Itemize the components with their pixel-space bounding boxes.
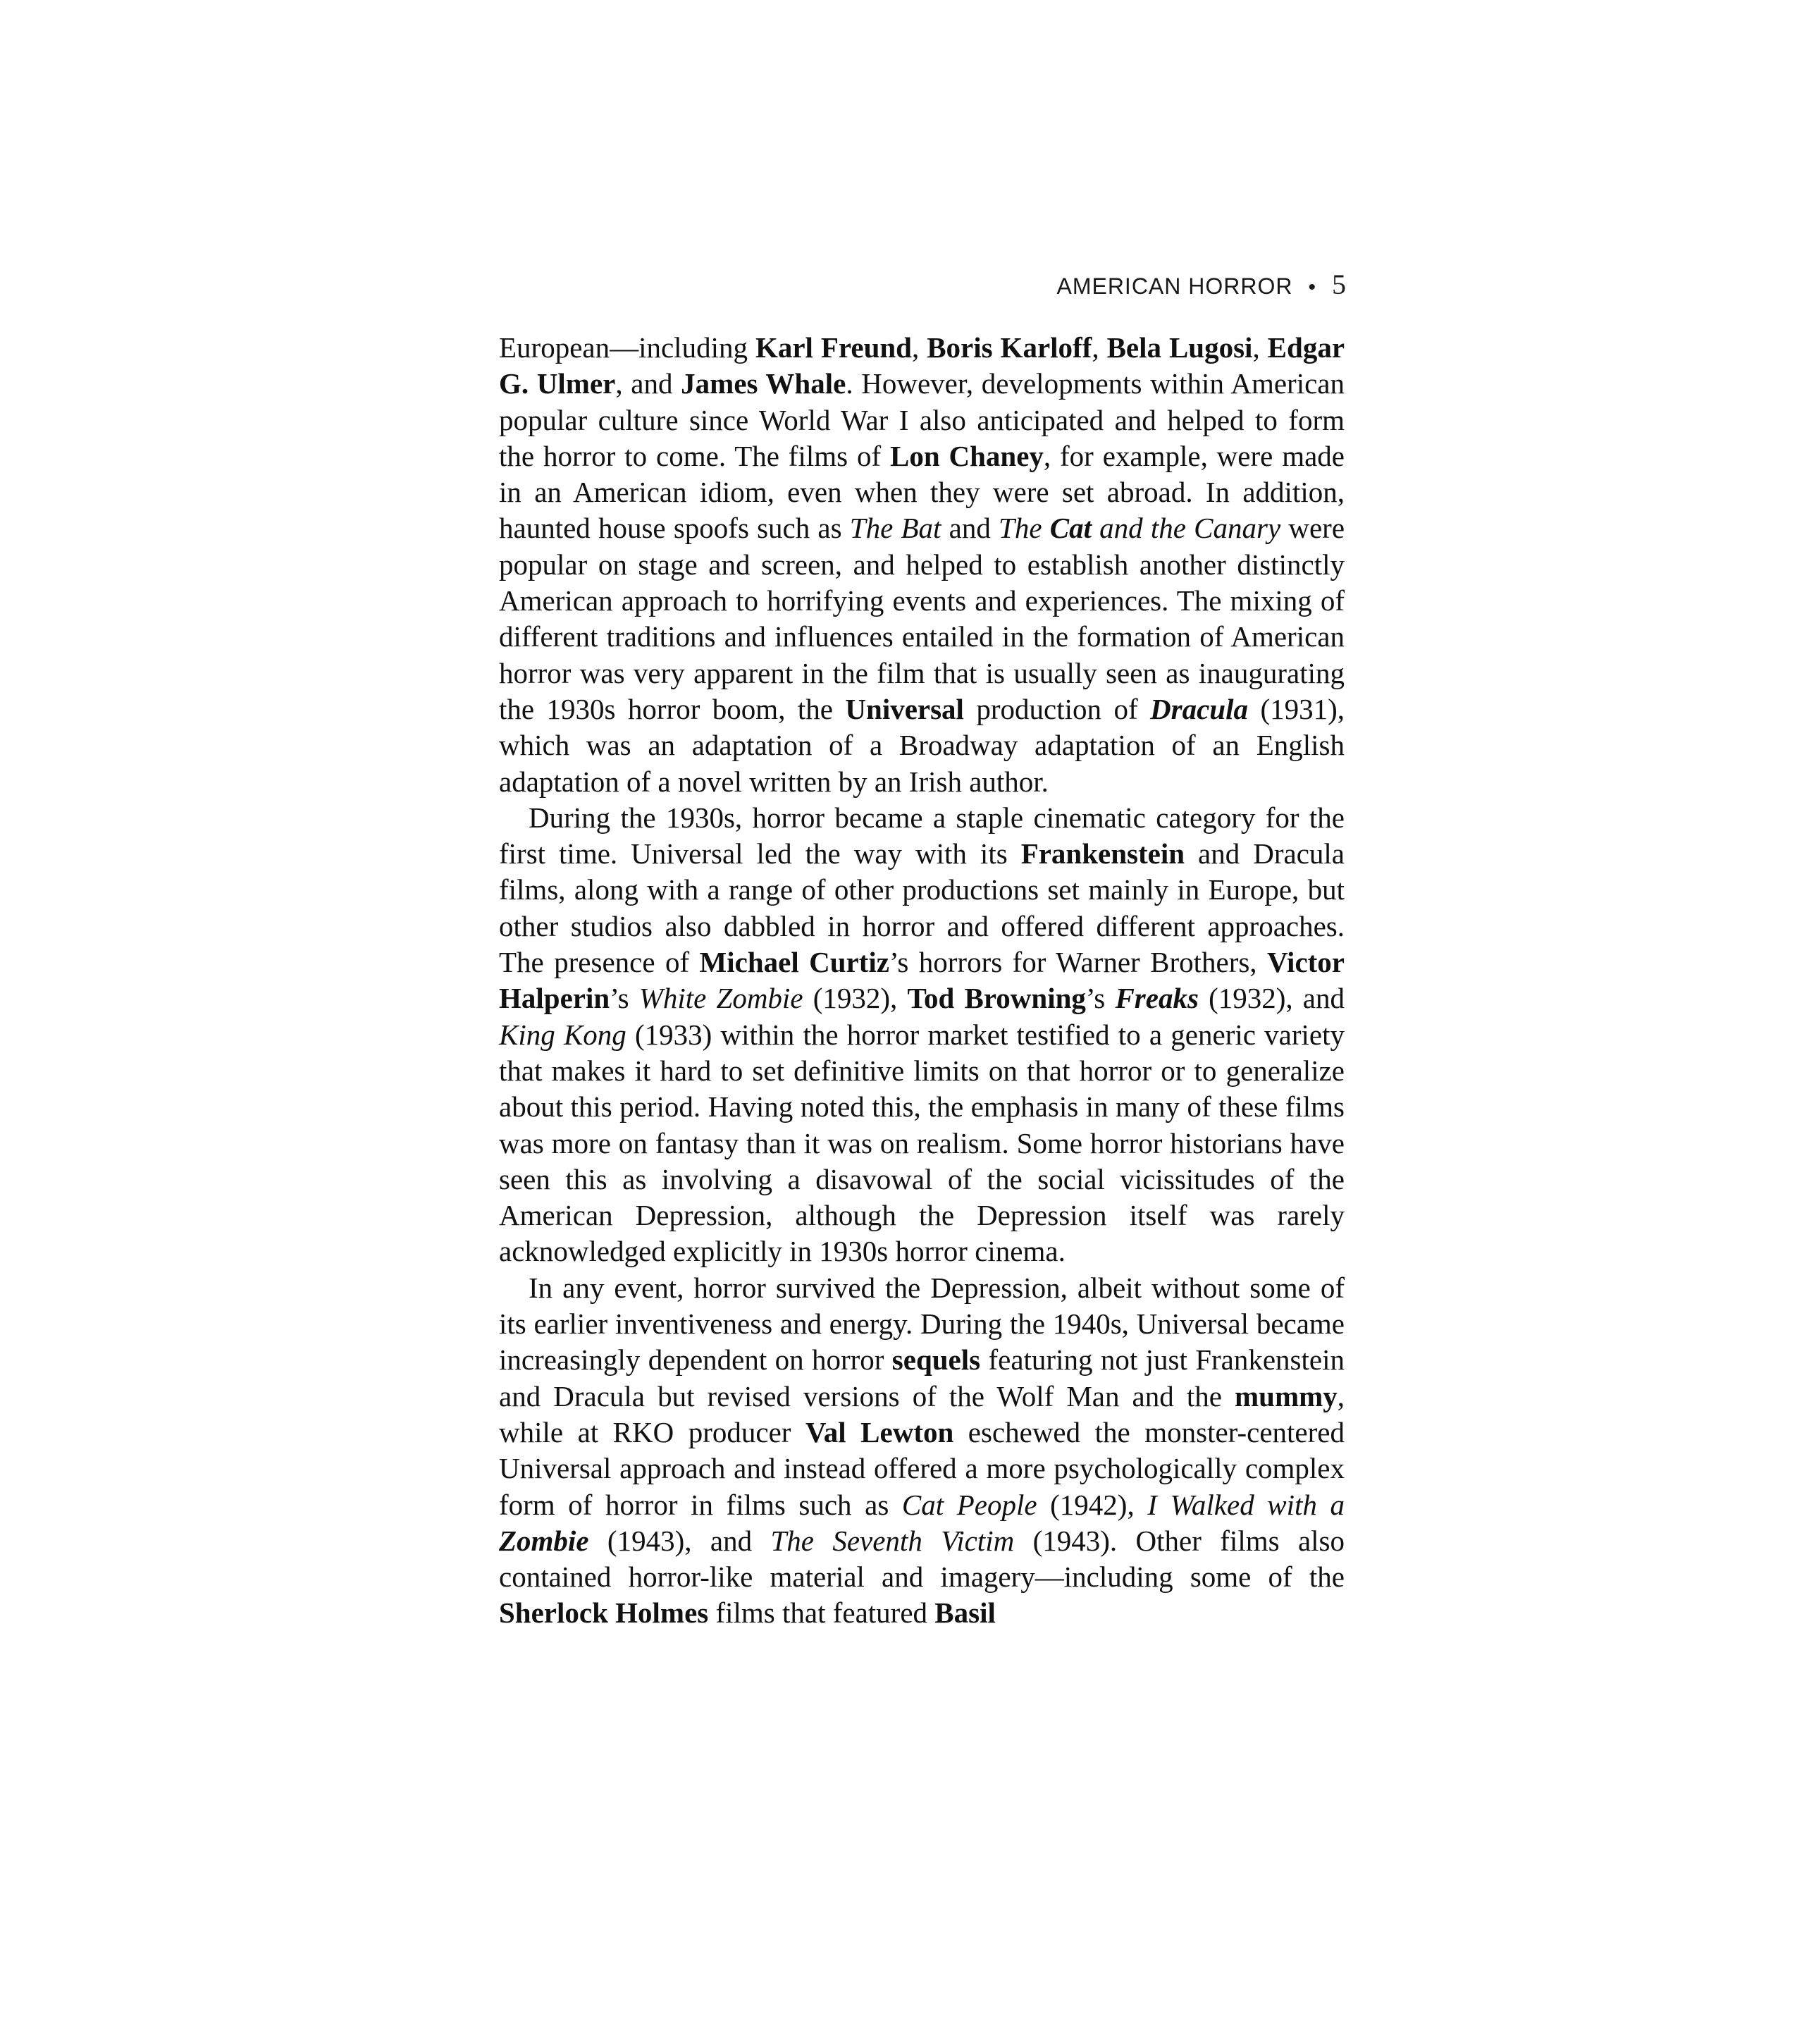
emphasis-run: Edgar G. Ulmer: [499, 331, 1345, 400]
text-run: In any event, horror survived the Depression, albeit without some of its earlier inventiveness and energy. During the 1940s, Universal became increasingly dependent on horror: [499, 1271, 1345, 1377]
emphasis-run: The: [999, 512, 1050, 545]
emphasis-run: sequels: [891, 1343, 981, 1377]
emphasis-run: Freaks: [1115, 982, 1199, 1015]
text-run: , for example, were made in an American idiom, even when they were set abroad. In addition, haunted house spoofs such as: [499, 439, 1345, 545]
text-run: (1932),: [803, 982, 908, 1015]
running-head-bullet: •: [1308, 276, 1316, 299]
text-run: (1931), which was an adaptation of a Broadway adaptation of an English adaptation of a novel written by an Irish author.: [499, 692, 1345, 798]
emphasis-run: Universal: [845, 692, 964, 725]
running-head-title: AMERICAN HORROR: [1056, 273, 1293, 299]
emphasis-run: Lon Chaney: [889, 439, 1044, 472]
emphasis-run: The Seventh Victim: [770, 1524, 1015, 1557]
text-run: and: [941, 512, 999, 545]
text-run: were popular on stage and screen, and helped to establish another distinctly American approach to horrifying events and experiences. The mixing of different traditions and influences entailed in the formation of American horror was very apparent in the film that is usually seen as inaugurating the 1930s horror boom, the: [499, 512, 1345, 725]
emphasis-run: King Kong: [499, 1018, 626, 1051]
text-run: , while at RKO producer: [499, 1379, 1345, 1448]
text-run: . However, developments within American popular culture since World War I also anticipated and helped to form the horror to come. The films of: [499, 367, 1345, 472]
text-run: production of: [963, 692, 1151, 725]
emphasis-run: Tod Browning: [907, 982, 1086, 1015]
emphasis-run: Karl Freund: [755, 331, 912, 364]
emphasis-run: Zombie: [499, 1524, 589, 1557]
text-run: ,: [1092, 331, 1107, 364]
emphasis-run: Boris Karloff: [927, 331, 1092, 364]
emphasis-run: Frankenstein: [1020, 837, 1185, 870]
text-run: (1943), and: [588, 1524, 771, 1557]
emphasis-run: Basil: [934, 1596, 996, 1630]
body-text: [499, 330, 1345, 1632]
emphasis-run: and the Canary: [1091, 512, 1281, 545]
text-run: films that featured: [708, 1596, 935, 1630]
text-run: and Dracula films, along with a range of other productions set mainly in Europe, but other studios also dabbled in horror and offered different approaches. The presence of: [499, 837, 1345, 979]
text-run: ,: [1252, 331, 1268, 364]
emphasis-run: mummy: [1234, 1379, 1338, 1412]
emphasis-run: Cat People: [901, 1488, 1037, 1521]
running-head: [1056, 268, 1346, 301]
emphasis-run: White Zombie: [638, 982, 803, 1015]
text-run: European—including: [499, 331, 755, 364]
text-run: (1943). Other films also contained horror-like material and imagery—including some of the: [499, 1524, 1345, 1594]
text-run: ’s: [1085, 982, 1116, 1015]
emphasis-run: Michael Curtiz: [699, 946, 889, 979]
emphasis-run: I Walked with a: [1147, 1488, 1345, 1521]
text-run: ’s: [610, 982, 639, 1015]
text-run: During the 1930s, horror became a staple cinematic category for the first time. Universal led the way with its: [499, 801, 1345, 870]
emphasis-run: Victor Halperin: [499, 946, 1345, 1015]
emphasis-run: Bela Lugosi: [1106, 331, 1253, 364]
emphasis-run: James Whale: [681, 367, 846, 400]
page-number: 5: [1332, 269, 1346, 300]
paragraph-3: [499, 1270, 1345, 1632]
emphasis-run: Dracula: [1150, 692, 1249, 725]
text-run: ’s horrors for Warner Brothers,: [889, 946, 1267, 979]
text-run: , and: [615, 367, 681, 400]
emphasis-run: Cat: [1049, 512, 1092, 545]
text-run: (1933) within the horror market testified to a generic variety that makes it hard to set definitive limits on that horror or to generalize about this period. Having noted this, the emphasis in many of these films was more on fantasy than it was on realism. Some horror historians have seen this as involving a disavowal of the social vicissitudes of the American Depression, although the Depression itself was rarely acknowledged explicitly in 1930s horror cinema.: [499, 1018, 1345, 1268]
emphasis-run: The Bat: [849, 512, 941, 545]
paragraph-2: [499, 800, 1345, 1270]
emphasis-run: Val Lewton: [805, 1415, 954, 1448]
text-run: (1932), and: [1198, 982, 1345, 1015]
text-run: (1942),: [1037, 1488, 1148, 1521]
text-run: eschewed the monster-centered Universal approach and instead offered a more psychologically complex form of horror in films such as: [499, 1415, 1345, 1521]
emphasis-run: Sherlock Holmes: [499, 1596, 709, 1630]
text-run: featuring not just Frankenstein and Dracula but revised versions of the Wolf Man and the: [499, 1343, 1345, 1412]
text-run: ,: [911, 331, 927, 364]
paragraph-1: [499, 330, 1345, 800]
